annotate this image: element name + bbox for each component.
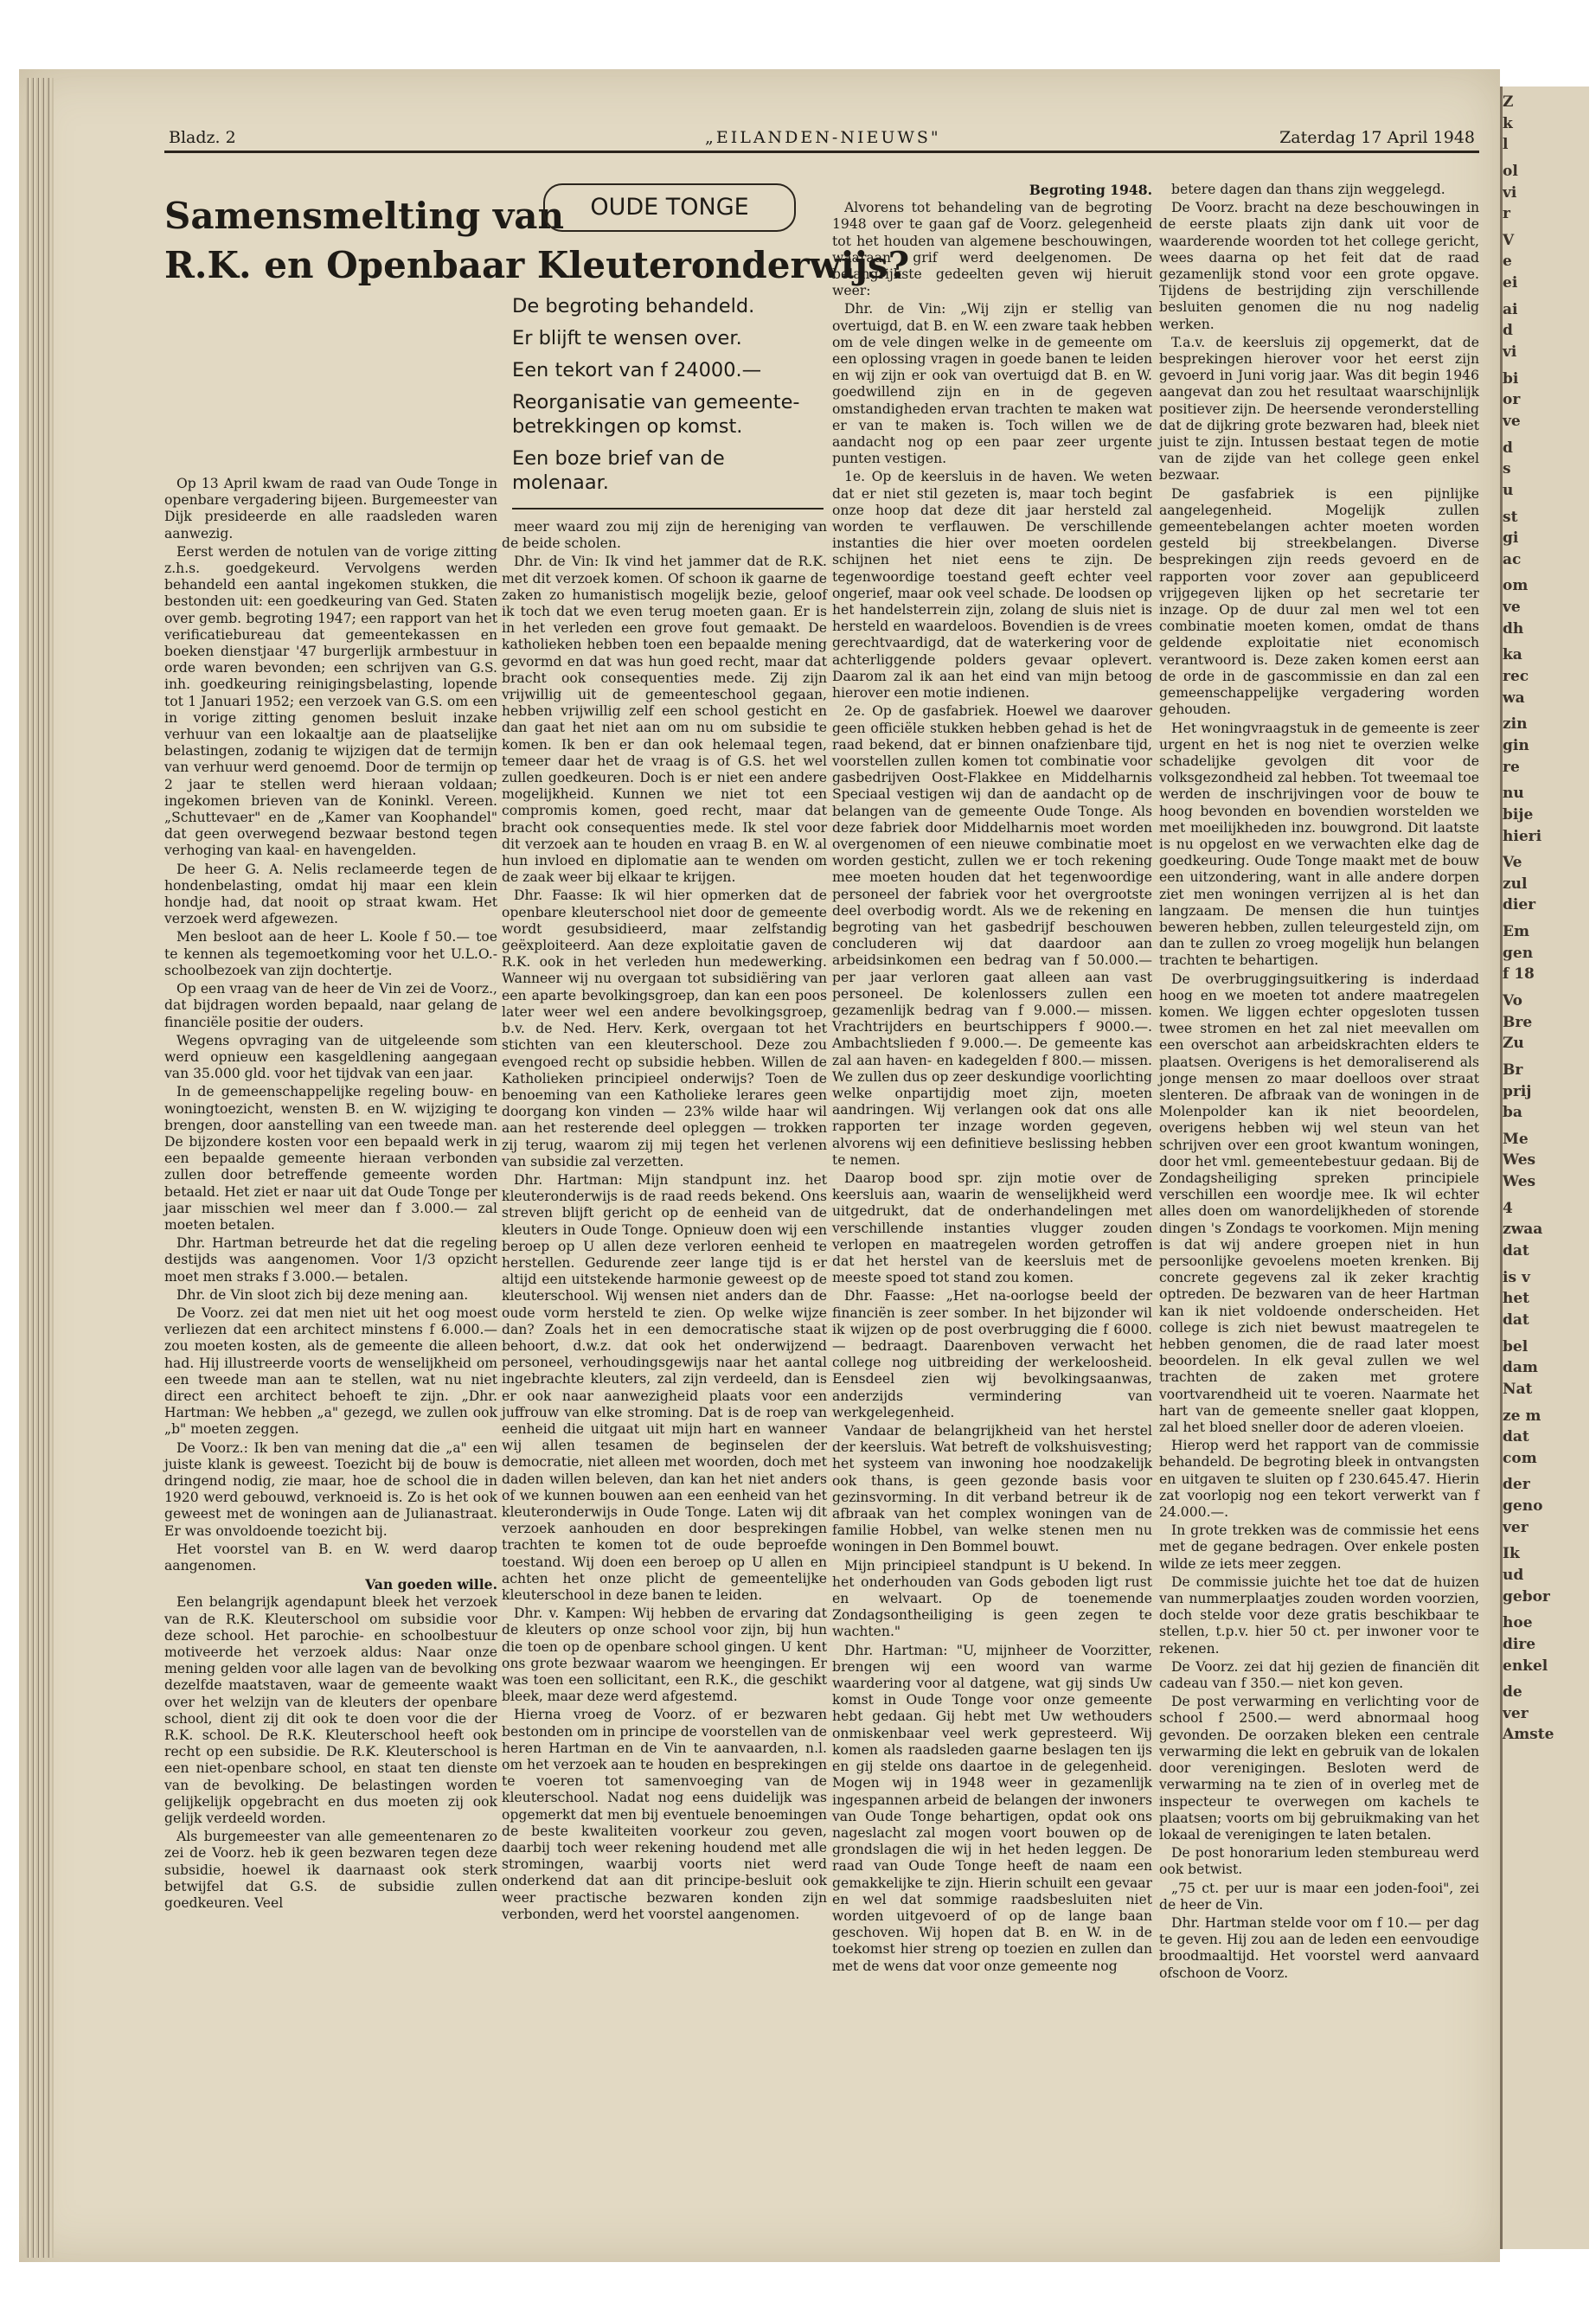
fragment-line: dier	[1503, 896, 1536, 914]
fragment-line: dat	[1503, 1242, 1529, 1260]
fragment-line: com	[1503, 1449, 1537, 1467]
fragment-line: ver	[1503, 1518, 1529, 1536]
subhead: Een tekort van f 24000.—	[512, 359, 762, 381]
fragment-line: vi	[1503, 183, 1517, 202]
fragment-line: ba	[1503, 1104, 1522, 1122]
paragraph: Men besloot aan de heer L. Koole f 50.— toe te kennen als tegemoetkoming voor het U.L.O.-schoolbezoek van zijn dochtertje.	[164, 929, 497, 978]
fragment-line: ac	[1503, 550, 1522, 568]
fragment-line: V	[1503, 231, 1515, 249]
subhead: Een boze brief van de molenaar.	[512, 447, 725, 494]
page-number: Bladz. 2	[169, 128, 236, 147]
paragraph: Het woningvraagstuk in de gemeente is zeer urgent en het is nog niet te overzien welke schadelijke gevolgen dit voor de volksgezondheid zal hebben. Tot tweemaal toe werden de inschrijvingen voor de bouw te hoog bevonden en bovendien worstelden we met moeilijkheden inz. bouwgrond. Dit laatste is nu opgelost en we verwachten elke dag de goedkeuring. Oude Tonge maakt met de bouw een uitzondering, want in alle andere dorpen ziet men woningen verrijzen al is het dan langzaam. De mensen die hun tuintjes beweren hebben, zullen teleurgesteld zijn, om dan te zullen zo vroeg mogelijk hun belangen trachten te behartigen.	[1159, 720, 1479, 969]
fragment-line: zul	[1503, 875, 1528, 893]
fragment-line: r	[1503, 205, 1510, 223]
paragraph: T.a.v. de keersluis zij opgemerkt, dat de besprekingen hierover voor het eerst zijn gevoerd in Juni vorig jaar. Was dit begin 1946 aangevat dan zou het resultaat waarschijnlijk positiever zijn. De heersende veronderstelling dat de dijkring grote bezwaren had, bleek niet juist te zijn. Intussen bestaat tegen de motie van de zijde van het college geen enkel bezwaar.	[1159, 334, 1479, 484]
fragment-line: ver	[1503, 1704, 1529, 1722]
fragment-line: enkel	[1503, 1657, 1548, 1675]
fragment-line: gin	[1503, 736, 1529, 754]
fragment-line: dam	[1503, 1359, 1538, 1377]
paragraph: 1e. Op de keersluis in de haven. We weten dat er niet stil gezeten is, maar toch begint onze hoop dat deze dit jaar hersteld zal worden te verflauwen. De verschillende instanties die hier over moeten oordelen schijnen het niet eens te zijn. De tegenwoordige toestand geeft echter veel ongerief, maar ook veel schade. De loodsen op het handelsterrein zijn, zolang de sluis niet is hersteld en waardeloos. Bovendien is de vrees gerechtvaardigd, dat de waterkering voor de achterliggende polders gevaar oplevert. Daarom zal ik aan het eind van mijn betoog hierover een motie indienen.	[832, 469, 1152, 702]
fragment-line: vi	[1503, 343, 1517, 362]
paragraph: Op een vraag van de heer de Vin zei de Voorz., dat bijdragen worden bepaald, naar gelang de financiële positie der ouders.	[164, 981, 497, 1030]
subhead: De begroting behandeld.	[512, 295, 755, 317]
fragment-line: u	[1503, 481, 1514, 499]
paragraph: Een belangrijk agendapunt bleek het verzoek van de R.K. Kleuterschool om subsidie voor deze school. Het parochie- en schoolbestuur motiveerde het verzoek aldus: Naar onze mening gelden voor alle lagen van de bevolking dezelfde maatstaven, waar de gemeente waakt over het welzijn van de kleuters der openbare school, dient zij dit ook te doen voor die der R.K. school. De R.K. Kleuterschool heeft ook recht op een subsidie. De R.K. Kleuterschool is een niet-openbare school, en staat ten dienste van de bevolking. De belastingen worden gelijkelijk opgebracht en dus moeten zij ook gelijk verdeeld worden.	[164, 1594, 497, 1827]
fragment-line: is v	[1503, 1268, 1530, 1286]
paragraph: Eerst werden de notulen van de vorige zitting z.h.s. goedgekeurd. Vervolgens werden behandeld een aantal ingekomen stukken, die bestonden uit: een goedkeuring van Ged. Staten over gemb. begroting 1947; een rapport van het verificatiebureau dat gemeentekassen en boeken dienstjaar '47 burgerlijk armbestuur in orde waren bevonden; een schrijven van G.S. inh. goedkeuring reinigingsbelasting, lopende tot 1 Januari 1952; een verzoek van G.S. om een in vorige zitting genomen besluit inzake verhuur van een lokaaltje aan de plaatselijke belastingen, zodanig te wijzigen dat de termijn van verhuur werd genoemd. Door de termijn op 2 jaar te stellen werd hieraan voldaan; ingekomen brieven van de Koninkl. Vereen. „Schuttevaer" en de „Kamer van Koophandel" dat geen overwegend bezwaar bestond tegen verhoging van kaal- en havengelden.	[164, 543, 497, 859]
paragraph: Op 13 April kwam de raad van Oude Tonge in openbare vergadering bijeen. Burgemeester van Dijk presideerde en alle raadsleden waren aanwezig.	[164, 476, 497, 542]
fragment-line: Z	[1503, 93, 1514, 111]
fragment-line: ve	[1503, 412, 1521, 430]
fragment-line: Nat	[1503, 1380, 1533, 1398]
fragment-line: ol	[1503, 162, 1518, 180]
subheads	[512, 294, 824, 510]
paragraph: Dhr. de Vin: „Wij zijn er stellig van overtuigd, dat B. en W. een zware taak hebben om de vele dingen welke in de gemeente om een oplossing vragen in goede banen te leiden en wij zijn er ook van overtuigd dat B. en W. goedwillend zijn en in de gegeven omstandigheden ervan trachten te maken wat er van te maken is. Toch willen we de aandacht nog op een paar zeer urgente punten vestigen.	[832, 301, 1152, 467]
paragraph: De commissie juichte het toe dat de huizen van nummerplaatjes zouden worden voorzien, doch stelde voor deze gratis beschikbaar te stellen, t.p.v. hier 50 ct. per inwoner voor te rekenen.	[1159, 1574, 1479, 1657]
paragraph: meer waard zou mij zijn de hereniging van de beide scholen.	[502, 519, 827, 552]
adjacent-page-fragment	[1500, 87, 1589, 2249]
paragraph: De overbruggingsuitkering is inderdaad hoog en we moeten tot andere maatregelen komen. We liggen echter opgesloten tussen twee stromen en het zal niet meevallen om een overschot aan arbeidskrachten elders te plaatsen. Overigens is het demoraliserend als jonge mensen zo maar doelloos over straat slenteren. De afbraak van de woningen in de Molenpolder kan ik niet beoordelen, overigens hebben wij wel steun van het schrijven over een groot kwantum woningen, door het vml. gemeentebestuur gedaan. Bij de Zondagsheiliging spreken principiele verschillen een woordje mee. Ik wil echter alles doen om wanordelijkheden of storende dingen 's Zondags te voorkomen. Mijn mening is dat wij andere groepen niet in hun persoonlijke gevoelens moeten krenken. Bij concrete gegevens zal ik zeker krachtig optreden. De bezwaren van de heer Hartman kan ik niet voldoende onderscheiden. Het college is zich niet bewust maatregelen te hebben genomen, die de raad later moest beoordelen. In elk geval zullen we wel trachten de zaken met grotere voortvarendheid uit te voeren. Naarmate het hart van de gemeente sneller gaat kloppen, zal het bloed sneller door de aderen vloeien.	[1159, 971, 1479, 1436]
fragment-line: bel	[1503, 1337, 1529, 1356]
paragraph: Dhr. v. Kampen: Wij hebben de ervaring dat de kleuters op onze school voor zijn, bij hun die toen op de openbare school gingen. U kent ons grote bezwaar waarom we heengingen. Er was toen een sollicitant, een R.K., die geschikt bleek, maar deze werd afgestemd.	[502, 1606, 827, 1705]
headline-line-1: Samensmelting van	[164, 195, 565, 237]
fragment-line: der	[1503, 1476, 1530, 1494]
issue-date: Zaterdag 17 April 1948	[1279, 128, 1475, 147]
paragraph: De heer G. A. Nelis reclameerde tegen de hondenbelasting, omdat hij maar een klein hondje had, dat nooit op straat kwam. Het verzoek werd afgewezen.	[164, 861, 497, 927]
fragment-line: rec	[1503, 668, 1529, 686]
fragment-line: or	[1503, 391, 1521, 409]
paragraph: De Voorz.: Ik ben van mening dat die „a" een juiste klank is geweest. Toezicht bij de bouw is dringend nodig, zie maar, hoe de school die in 1920 werd gebouwd, verknoeid is. Zo is het ook geweest met de woningen aan de Julianastraat. Er was onvoldoende toezicht bij.	[164, 1439, 497, 1539]
paragraph: De Voorz. zei dat men niet uit het oog moest verliezen dat een architect minstens f 6.000.— zou moeten kosten, als de gemeente die alleen had. Hij illustreerde voorts de wenselijkheid om een tweede man aan te stellen, wat nu niet direct een architect behoeft te zijn. „Dhr. Hartman: We hebben „a" gezegd, we zullen ook „b" moeten zeggen.	[164, 1304, 497, 1438]
headline-line-2: R.K. en Openbaar Kleuteronderwijs?	[164, 244, 910, 286]
fragment-line: l	[1503, 136, 1509, 154]
paragraph: In grote trekken was de commissie het eens met de gegane bedragen. Over enkele posten wilde ze iets meer zeggen.	[1159, 1522, 1479, 1572]
fragment-line: d	[1503, 439, 1513, 457]
paragraph: Daarop bood spr. zijn motie over de keersluis aan, waarin de wenselijkheid werd uitgedrukt, dat de onderhandelingen met verschillende instanties vlugger zouden verlopen en maatregelen worden getroffen dat het herstel van de keersluis met de meeste spoed tot stand zou komen.	[832, 1170, 1152, 1286]
fragment-line: st	[1503, 508, 1518, 526]
paragraph: 2e. Op de gasfabriek. Hoewel we daarover geen officiële stukken hebben gehad is het de raad bekend, dat er binnen onafzienbare tijd, voorstellen zullen komen tot combinatie voor gasbedrijven Oost-Flakkee en Middelharnis Speciaal vestigen wij dan de aandacht op de belangen van de gemeente Oude Tonge. Als deze fabriek door Middelharnis moet worden overgenomen of een nieuwe combinatie moet worden gesticht, zullen we er toch rekening mee moeten houden dat het tegenwoordige personeel der fabriek voor het overgrootste deel overbodig wordt. Als we de rekening en begroting van het gasbedrijf beschouwen concluderen wij dat daardoor aan arbeidsinkomen een bedrag van f 50.000.— per jaar verloren gaat alleen aan vast personeel. De kolenlossers zullen een gezamenlijk bedrag van f 9.000.— missen. Vrachtrijders en beurtschippers f 9000.—. Ambachtslieden f 9.000.—. De gemeente kas zal aan haven- en kadegelden f 800.— missen. We zullen dus op zeer deskundige voorlichting welke onpartijdig moet zijn, moeten aandringen. Wij verlangen ook dat ons alle rapporten ter inzage worden gegeven, alvorens wij een definitieve beslissing hebben te nemen.	[832, 703, 1152, 1168]
paragraph: Dhr. Faasse: Ik wil hier opmerken dat de openbare kleuterschool niet door de gemeente wordt gesubsidieerd, maar zelfstandig geëxploiteerd. Aan deze exploitatie gaven de R.K. ook in het verleden hun medewerking. Wanneer wij nu overgaan tot subsidiëring van een aparte bevolkingsgroep, dan kan een poos later weer wel een andere bevolkingsgroep, b.v. de Ned. Herv. Kerk, overgaan tot het stichten van een kleuterschool. Deze zou evengoed recht op subsidie hebben. Willen de Katholieken principieel onderwijs? Toen de benoeming van een Katholieke lerares geen doorgang kon vinden — 23% wilde haar wil aan het resterende deel opleggen — trokken zij terug, waarom zij mij tegen het verlenen van subsidie zal verzetten.	[502, 888, 827, 1170]
fragment-line: wa	[1503, 689, 1525, 707]
fragment-line: dat	[1503, 1311, 1529, 1329]
fragment-line: ve	[1503, 599, 1521, 617]
paragraph: Dhr. Hartman betreurde het dat die regeling destijds was aangenomen. Voor 1/3 opzicht moet men straks f 3.000.— betalen.	[164, 1235, 497, 1285]
fragment-line: gen	[1503, 944, 1534, 962]
paragraph: De gasfabriek is een pijnlijke aangelegenheid. Mogelijk zullen gemeentebelangen achter moeten worden gesteld bij streekbelangen. Diverse besprekingen zijn reeds gevoerd en de rapporten voor zover aan gepubliceerd vrijgegeven lijken op het secretarie ter inzage. Op de duur zal men wel tot een combinatie moeten komen, omdat de thans geldende exploitatie niet economisch verantwoord is. Deze zaken komen eerst aan de orde in de gascommissie en dan zal een gemeenschappelijke vergadering worden gehouden.	[1159, 485, 1479, 718]
paragraph: Hierop werd het rapport van de commissie behandeld. De begroting bleek in ontvangsten en uitgaven te sluiten op f 230.645.47. Hierin zat voorlopig nog een tekort verwerkt van f 24.000.—.	[1159, 1438, 1479, 1521]
fragment-line: e	[1503, 253, 1512, 271]
paragraph: Dhr. Hartman: "U, mijnheer de Voorzitter, brengen wij een woord van warme waardering voor al datgene, wat gij sinds Uw komst in Oude Tonge voor onze gemeente hebt gedaan. Gij hebt met Uw wethouders onmiskenbaar veel werk gepresteerd. Wij komen als raadsleden gaarne beslagen ten ijs en gij stelde ons daartoe in de gelegenheid. Mogen wij in 1948 weer in gezamenlijk ingespannen arbeid de belangen der inwoners van Oude Tonge behartigen, opdat ook ons nageslacht zal mogen voort bouwen op de grondslagen die wij in het heden leggen. De raad van Oude Tonge heeft de naam een gemakkelijke te zijn. Hierin schuilt een gevaar en wel dat sommige raadsbesluiten niet worden uitgevoerd of op de lange baan geschoven. Wij hopen dat B. en W. in de toekomst hier streng op toezien en zullen dan met de wens dat voor onze gemeente nog	[832, 1642, 1152, 1974]
fragment-line: 4	[1503, 1199, 1513, 1217]
fragment-line: Ik	[1503, 1545, 1520, 1563]
fragment-line: s	[1503, 460, 1511, 478]
paragraph: In de gemeenschappelijke regeling bouw- en woningtoezicht, wensten B. en W. wijziging te brengen, door aanstelling van een tweede man. De bijzondere kosten voor een bepaald werk in een bepaalde gemeente hieraan verbonden zullen door betreffende gemeente worden betaald. Het ziet er naar uit dat Oude Tonge per jaar misschien wel meer dan f 3.000.— zal moeten betalen.	[164, 1084, 497, 1233]
fragment-line: gebor	[1503, 1587, 1550, 1606]
column-2	[502, 519, 827, 1925]
fragment-line: hoe	[1503, 1614, 1533, 1632]
fragment-line: ei	[1503, 274, 1518, 292]
paragraph: Dhr. Hartman stelde voor om f 10.— per dag te geven. Hij zou aan de leden een eenvoudige broodmaaltijd. Het voorstel werd aanvaard ofschoon de Voorz.	[1159, 1914, 1479, 1981]
fragment-line: Me	[1503, 1130, 1529, 1148]
fragment-line: dire	[1503, 1635, 1536, 1653]
fragment-line: dh	[1503, 619, 1524, 638]
fragment-line: bi	[1503, 369, 1519, 388]
place-box: OUDE TONGE	[543, 183, 796, 232]
fragment-line: Amste	[1503, 1726, 1554, 1744]
paragraph: Als burgemeester van alle gemeentenaren zo zei de Voorz. heb ik geen bezwaren tegen deze subsidie, hoewel ik daarnaast ook sterk betwijfel dat G.S. de subsidie zullen goedkeuren. Veel	[164, 1829, 497, 1912]
fragment-line: het	[1503, 1290, 1530, 1308]
paragraph: De post verwarming en verlichting voor de school f 2500.— werd abnormaal hoog gevonden. De oorzaken bleken een centrale verwarming die lekt en gebruik van de lokalen door verenigingen. Besloten werd de verwarming na te zien of in overleg met de inspecteur te overwegen om kachels te plaatsen; voorts om bij gebruikmaking van het lokaal de verenigingen te laten betalen.	[1159, 1694, 1479, 1843]
paragraph: betere dagen dan thans zijn weggelegd.	[1171, 182, 1445, 197]
subhead: Er blijft te wensen over.	[512, 327, 742, 349]
paper-name: „EILANDEN-NIEUWS"	[705, 128, 941, 147]
fragment-line: zwaa	[1503, 1221, 1543, 1239]
fragment-line: ka	[1503, 646, 1522, 664]
paragraph: De post honorarium leden stembureau werd ook betwist.	[1159, 1845, 1479, 1878]
fragment-line: Wes	[1503, 1151, 1536, 1170]
paragraph: Van goeden wille.	[365, 1576, 497, 1593]
fragment-line: Vo	[1503, 991, 1522, 1009]
fragment-line: prij	[1503, 1082, 1532, 1100]
paragraph: De Voorz. bracht na deze beschouwingen in de eerste plaats zijn dank uit voor de waarderende woorden tot het college gericht, wees daarna op het feit dat de raad gezamenlijk stond voor een grote opgave. Tijdens de bestrijding zijn verschillende besluiten genomen die nu nog nadelig werken.	[1159, 200, 1479, 332]
fragment-line: nu	[1503, 785, 1524, 803]
column-1	[164, 476, 497, 1913]
column-4	[1159, 182, 1479, 1984]
fragment-line: zin	[1503, 715, 1528, 734]
fragment-line: gi	[1503, 529, 1519, 548]
paragraph: „75 ct. per uur is maar een joden-fooi", zei de heer de Vin.	[1159, 1880, 1479, 1913]
paragraph: Dhr. Hartman: Mijn standpunt inz. het kleuteronderwijs is de raad reeds bekend. Ons streven blijft gericht op de eenheid van de kleuters in Oude Tonge. Opnieuw doen wij een beroep op U allen deze verloren eenheid te herstellen. Gedurende zeer lange tijd is er altijd een uitstekende harmonie geweest op de kleuterschool. Wij wensen niet anders dan de oude vorm hersteld te zien. Op welke wijze dan? Zoals het in een democratische staat behoort, d.w.z. dat ook het onderwijzend personeel, verhoudingsgewijs naar het aantal ingebrachte kleuters, zal zijn verdeeld, dan is er ook naar aanwezigheid plaats voor een juffrouw van elke stroming. Dat is de roep van eenheid die uitgaat uit mijn hart en wanneer wij allen tesamen de beginselen der democratie, niet alleen met woorden, doch met daden willen beleven, dan kan het niet anders of we kunnen bouwen aan een eenheid van het kleuteronderwijs in Oude Tonge. Laten wij dit verzoek aanhouden en door besprekingen trachten te komen tot de oude beproefde toestand. Wij doen een beroep op U allen en achten het onze plicht de gemeentelijke kleuterschool in deze banen te leiden.	[502, 1171, 827, 1603]
fragment-line: f 18	[1503, 965, 1535, 984]
fragment-line: k	[1503, 114, 1513, 132]
paragraph: Alvorens tot behandeling van de begroting 1948 over te gaan gaf de Voorz. gelegenheid tot het houden van algemene beschouwingen, waaraan grif werd deelgenomen. De belangrijkste gedeelten geven wij hieruit weer:	[832, 200, 1152, 299]
fragment-line: ze m	[1503, 1407, 1542, 1425]
subhead: Reorganisatie van gemeente-betrekkingen op komst.	[512, 391, 800, 438]
fragment-line: dat	[1503, 1428, 1529, 1446]
fragment-line: Zu	[1503, 1035, 1524, 1053]
page-stack-edge	[26, 78, 54, 2258]
fragment-line: Em	[1503, 923, 1529, 941]
fragment-line: om	[1503, 577, 1529, 595]
paragraph: De Voorz. zei dat hij gezien de financiën dit cadeau van f 350.— niet kon geven.	[1159, 1658, 1479, 1692]
header-rule	[164, 151, 1479, 153]
paragraph: Vandaar de belangrijkheid van het herstel der keersluis. Wat betreft de volkshuisvesting; het systeem van inwoning hoe noodzakelijk ook thans, is geen gezonde basis voor gezinsvorming. In dit verband betreur ik de afbraak van het complex woningen van de familie Hobbel, van welke stenen men nu woningen in Den Bommel bouwt.	[832, 1423, 1152, 1555]
column-3	[832, 182, 1152, 1977]
paragraph: Wegens opvraging van de uitgeleende som werd opnieuw een kasgeldlening aangegaan van 35.000 gld. voor het tijdvak van een jaar.	[164, 1032, 497, 1082]
paragraph: Het voorstel van B. en W. werd daarop aangenomen.	[164, 1541, 497, 1574]
paragraph: Dhr. Faasse: „Het na-oorlogse beeld der financiën is zeer somber. In het bijzonder wil ik wijzen op de post overbrugging die f 6000.— bedraagt. Daarenboven verwacht het college nog uitbreiding der werkeloosheid. Eensdeel zien wij bevolkingsaanwas, anderzijds vermindering van werkgelegenheid.	[832, 1288, 1152, 1420]
fragment-line: ai	[1503, 300, 1518, 318]
fragment-line: hieri	[1503, 827, 1542, 845]
fragment-line: de	[1503, 1683, 1522, 1702]
fragment-line: Bre	[1503, 1013, 1533, 1031]
fragment-line: bije	[1503, 805, 1534, 824]
paragraph: Mijn principieel standpunt is U bekend. In het onderhouden van Gods geboden ligt rust en welvaart. Op de toenemende Zondagsontheiliging is geen zegen te wachten."	[832, 1557, 1152, 1640]
fragment-line: d	[1503, 322, 1513, 340]
fragment-line: Wes	[1503, 1173, 1536, 1191]
fragment-line: Ve	[1503, 854, 1522, 872]
fragment-line: Br	[1503, 1061, 1523, 1079]
paragraph: Hierna vroeg de Voorz. of er bezwaren bestonden om in principe de voorstellen van de heren Hartman en de Vin te aanvaarden, n.l. om het verzoek aan te houden en besprekingen te voeren tot samenvoeging van de kleuterschool. Nadat nog eens duidelijk was opgemerkt dat men bij eventuele benoemingen de beste kwaliteiten voorkeur zou geven, daarbij toch weer rekening houdend met alle stromingen, waarbij voorts niet werd onderkend dat aan dit principe-besluit ook weer practische bezwaren konden zijn verbonden, werd het voorstel aangenomen.	[502, 1707, 827, 1922]
fragment-line: re	[1503, 758, 1520, 776]
paragraph: Dhr. de Vin sloot zich bij deze mening aan.	[176, 1286, 469, 1303]
fragment-line: geno	[1503, 1497, 1543, 1516]
paragraph: Dhr. de Vin: Ik vind het jammer dat de R.K. met dit verzoek komen. Of schoon ik gaarne de zaken zo humanistisch mogelijk bezie, geloof ik toch dat we even terug moeten gaan. Er is in het verleden een grove fout gemaakt. De katholieken hebben toen een bepaalde mening gevormd en dat was hun goed recht, maar dat bracht ook consequenties mede. Zij zijn vrijwillig uit de gemeenteschool gegaan, hebben vrijwillig zelf een school gesticht en dan gaat het niet aan om nu om subsidie te komen. Ik ben er dan ook helemaal tegen, temeer daar het de vraag is of G.S. het wel zullen goedkeuren. Doch is er niet een andere mogelijkheid. Kunnen we niet tot een compromis komen, goed recht, maar dat bracht ook consequenties mede. Ik stel voor dit verzoek aan te houden en vraag B. en W. al hun invloed en diplomatie aan te wenden om de zaak weer bij elkaar te krijgen.	[502, 554, 827, 886]
paragraph: Begroting 1948.	[1029, 182, 1152, 198]
fragment-line: ud	[1503, 1567, 1524, 1584]
